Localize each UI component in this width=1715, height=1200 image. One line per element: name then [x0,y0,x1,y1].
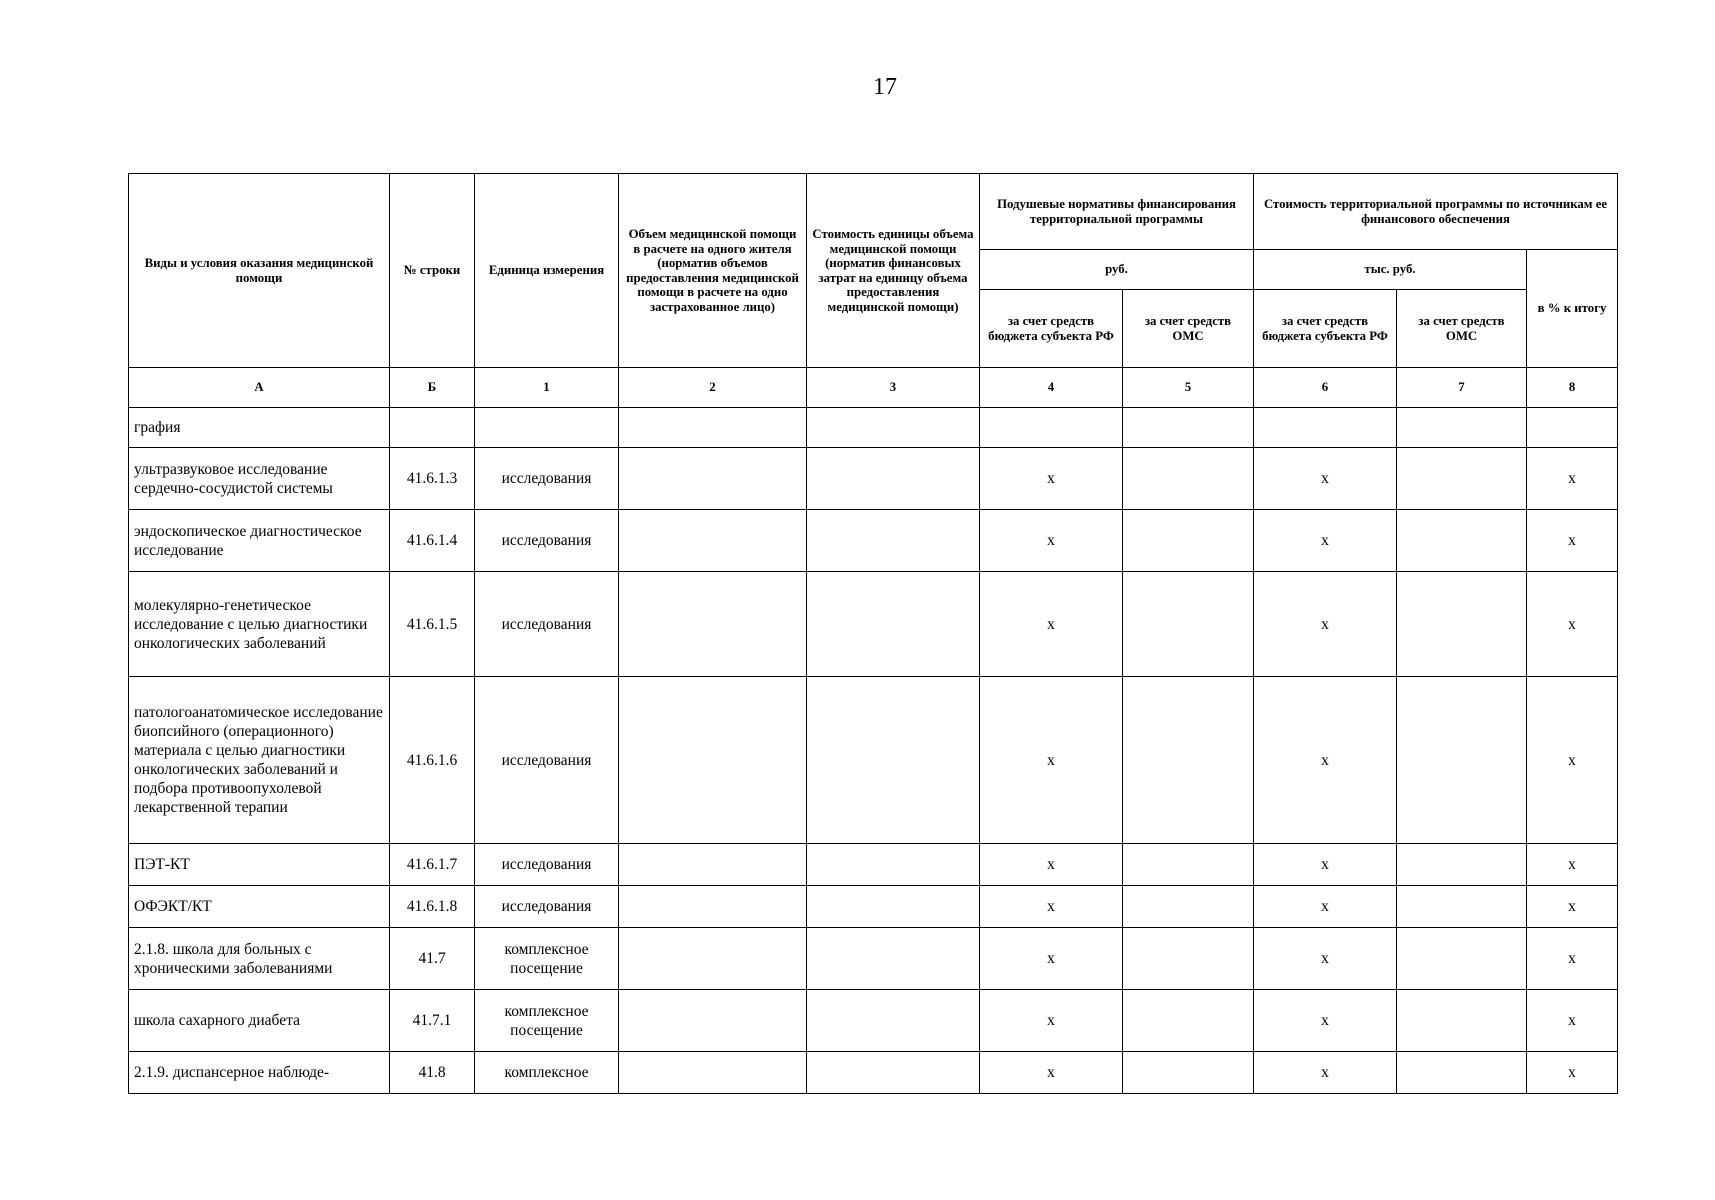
cell-volume [619,572,807,677]
cell-cost-oms [1397,1052,1527,1094]
cell-per-capita-budget: x [980,572,1123,677]
cell-per-capita-oms [1123,448,1254,510]
row-number: 41.8 [390,1052,475,1094]
column-code: 2 [619,368,807,408]
cell-volume [619,928,807,990]
cell-percent: x [1527,928,1618,990]
cell-unit-cost [807,844,980,886]
row-name: ПЭТ-КТ [129,844,390,886]
column-code: Б [390,368,475,408]
row-unit: исследования [475,677,619,844]
table-row [129,408,1618,448]
table-row [129,1052,1618,1094]
row-name: 2.1.8. школа для больных с хроническими заболеваниями [129,928,390,990]
table-row [129,448,1618,510]
cell-cost-oms [1397,572,1527,677]
column-code: 1 [475,368,619,408]
row-unit: комплексное посещение [475,928,619,990]
cell-unit-cost [807,572,980,677]
header-row-number: № строки [390,174,475,368]
cell-volume [619,1052,807,1094]
header-volume: Объем медицинской помощи в расчете на одного жителя (норматив объемов предоставления медицинской помощи в расчете на одно застрахованное лицо) [619,174,807,368]
cell-cost-budget: x [1254,844,1397,886]
cell-cost-oms [1397,990,1527,1052]
cell-cost-oms [1397,677,1527,844]
row-number: 41.6.1.7 [390,844,475,886]
cell-volume [619,677,807,844]
cell-percent: x [1527,677,1618,844]
cell-per-capita-budget: x [980,510,1123,572]
header-cost-oms: за счет средств ОМС [1397,290,1527,368]
cell-per-capita-budget: x [980,928,1123,990]
row-name: школа сахарного диабета [129,990,390,1052]
row-name: эндоскопическое диагностическое исследование [129,510,390,572]
row-name: молекулярно-генетическое исследование с целью диагностики онкологических заболеваний [129,572,390,677]
column-code: 3 [807,368,980,408]
cell-cost-budget: x [1254,990,1397,1052]
row-number: 41.6.1.5 [390,572,475,677]
row-name: ОФЭКТ/КТ [129,886,390,928]
cell-cost-budget: x [1254,677,1397,844]
row-number: 41.6.1.3 [390,448,475,510]
cell-cost-budget: x [1254,448,1397,510]
cell-percent [1527,408,1618,448]
row-name: патологоанатомическое исследование биопсийного (операционного) материала с целью диагностики онкологических заболеваний и подбора противоопухолевой лекарственной терапии [129,677,390,844]
cell-per-capita-budget: x [980,886,1123,928]
cell-unit-cost [807,928,980,990]
column-code: 4 [980,368,1123,408]
column-code: А [129,368,390,408]
cell-cost-budget [1254,408,1397,448]
header-per-capita-unit: руб. [980,250,1254,290]
row-unit: исследования [475,844,619,886]
table-row [129,928,1618,990]
cell-cost-oms [1397,448,1527,510]
header-care-type: Виды и условия оказания медицинской помощи [129,174,390,368]
cell-cost-budget: x [1254,572,1397,677]
cell-per-capita-oms [1123,510,1254,572]
cell-per-capita-budget [980,408,1123,448]
cell-unit-cost [807,886,980,928]
column-code: 5 [1123,368,1254,408]
cell-volume [619,990,807,1052]
header-unit: Единица измерения [475,174,619,368]
cell-cost-budget: x [1254,510,1397,572]
cell-volume [619,448,807,510]
cell-per-capita-budget: x [980,677,1123,844]
row-unit [475,408,619,448]
header-unit-cost: Стоимость единицы объема медицинской помощи (норматив финансовых затрат на единицу объема предоставления медицинской помощи) [807,174,980,368]
cell-cost-budget: x [1254,928,1397,990]
cell-cost-oms [1397,928,1527,990]
cell-per-capita-budget: x [980,990,1123,1052]
row-name: 2.1.9. диспансерное наблюде- [129,1052,390,1094]
header-percent-of-total: в % к итогу [1527,250,1618,368]
cell-per-capita-budget: x [980,1052,1123,1094]
cell-percent: x [1527,990,1618,1052]
cell-per-capita-oms [1123,1052,1254,1094]
cell-per-capita-oms [1123,408,1254,448]
table-row [129,677,1618,844]
cell-volume [619,510,807,572]
row-number: 41.6.1.8 [390,886,475,928]
cell-per-capita-budget: x [980,844,1123,886]
cell-cost-budget: x [1254,1052,1397,1094]
row-number: 41.6.1.4 [390,510,475,572]
column-code: 7 [1397,368,1527,408]
header-per-capita-budget: за счет средств бюджета субъекта РФ [980,290,1123,368]
cell-volume [619,844,807,886]
header-per-capita-group: Подушевые нормативы финансирования территориальной программы [980,174,1254,250]
cell-percent: x [1527,510,1618,572]
cell-cost-oms [1397,510,1527,572]
cell-unit-cost [807,510,980,572]
cell-per-capita-oms [1123,886,1254,928]
table-row [129,886,1618,928]
cell-percent: x [1527,448,1618,510]
cell-unit-cost [807,448,980,510]
row-unit: исследования [475,448,619,510]
cell-cost-budget: x [1254,886,1397,928]
cell-per-capita-oms [1123,928,1254,990]
cell-cost-oms [1397,408,1527,448]
header-per-capita-oms: за счет средств ОМС [1123,290,1254,368]
cell-per-capita-budget: x [980,448,1123,510]
row-number: 41.6.1.6 [390,677,475,844]
row-number: 41.7 [390,928,475,990]
cell-percent: x [1527,844,1618,886]
row-number: 41.7.1 [390,990,475,1052]
cell-cost-oms [1397,886,1527,928]
row-unit: исследования [475,572,619,677]
table-row [129,844,1618,886]
cell-unit-cost [807,1052,980,1094]
cell-percent: x [1527,1052,1618,1094]
row-number [390,408,475,448]
table-row [129,572,1618,677]
row-unit: комплексное [475,1052,619,1094]
cell-per-capita-oms [1123,572,1254,677]
header-cost-budget: за счет средств бюджета субъекта РФ [1254,290,1397,368]
cell-per-capita-oms [1123,844,1254,886]
cell-cost-oms [1397,844,1527,886]
cell-unit-cost [807,677,980,844]
cell-per-capita-oms [1123,990,1254,1052]
cell-per-capita-oms [1123,677,1254,844]
page-number: 17 [873,74,897,100]
row-unit: комплексное посещение [475,990,619,1052]
cell-unit-cost [807,990,980,1052]
cell-volume [619,886,807,928]
column-code: 6 [1254,368,1397,408]
cell-percent: x [1527,886,1618,928]
header-cost-unit: тыс. руб. [1254,250,1527,290]
row-unit: исследования [475,886,619,928]
cell-percent: x [1527,572,1618,677]
cell-volume [619,408,807,448]
column-code: 8 [1527,368,1618,408]
table-row [129,510,1618,572]
row-name: графия [129,408,390,448]
row-unit: исследования [475,510,619,572]
cell-unit-cost [807,408,980,448]
table-row [129,990,1618,1052]
medical-care-table [128,173,1618,1094]
header-program-cost-group: Стоимость территориальной программы по источникам ее финансового обеспечения [1254,174,1618,250]
row-name: ультразвуковое исследование сердечно-сосудистой системы [129,448,390,510]
